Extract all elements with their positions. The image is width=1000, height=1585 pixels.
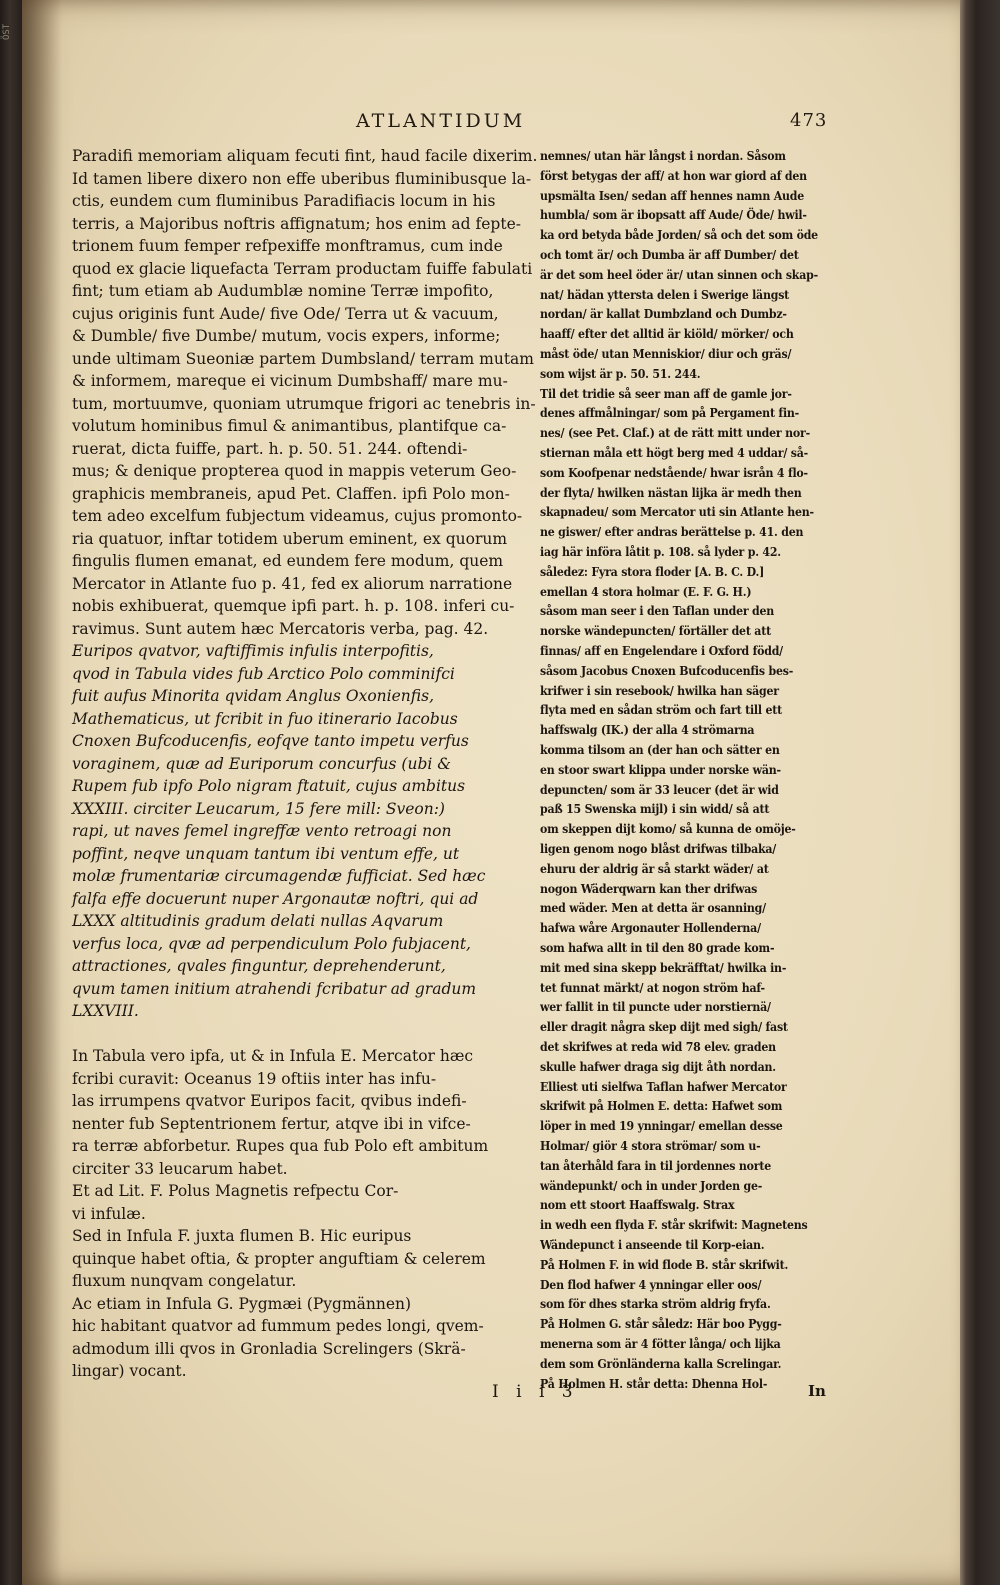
swedish-line: med wäder. Men at detta är osanning/	[540, 901, 766, 916]
swedish-line: in wedh een flyda F. står skrifwit: Magnetens	[540, 1218, 808, 1233]
swedish-line: är det som heel öder är/ utan sinnen och skap-	[540, 267, 818, 282]
latin-line: ra terræ abforbetur. Rupes qua fub Polo eft ambitum	[72, 1137, 489, 1155]
swedish-line: stiernan måla ett högt berg med 4 uddar/ så-	[540, 446, 809, 460]
latin-line: Mercator in Atlante fuo p. 41, fed ex aliorum narratione	[72, 574, 513, 593]
swedish-line: nemnes/ utan här långst i nordan. Såsom	[540, 149, 786, 163]
page-number: 473	[790, 110, 828, 131]
latin-line: ravimus. Sunt autem hæc Mercatoris verba, pag. 42.	[72, 619, 489, 638]
latin-line: fluxum nunqvam congelatur.	[72, 1272, 297, 1290]
swedish-line: menerna som är 4 fötter långa/ och lijka	[540, 1337, 781, 1351]
swedish-line: skapnadeu/ som Mercator uti sin Atlante hen-	[540, 505, 814, 520]
latin-line: trionem fuum femper refpexiffe monftramus, cum inde	[72, 237, 503, 255]
latin-line: unde ultimam Sueoniæ partem Dumbsland/ terram mutam	[72, 349, 534, 368]
swedish-line: flyta med en sådan ström och fart till ett	[540, 703, 782, 718]
latin-line: verfus loca, qvæ ad perpendiculum Polo fubjacent,	[72, 934, 471, 953]
latin-line: qvum tamen initium atrahendi fcribatur ad gradum	[72, 979, 477, 998]
swedish-line: skrifwit på Holmen E. detta: Hafwet som	[540, 1099, 783, 1114]
latin-line: admodum illi qvos in Gronladia Screlingers (Skrä-	[72, 1339, 466, 1358]
latin-line: volutum hominibus fimul & animantibus, plantifque ca-	[72, 417, 507, 435]
swedish-line: norske wändepuncten/ förtäller det att	[540, 624, 771, 639]
gutter-shadow	[22, 0, 62, 1585]
latin-line: circiter 33 leucarum habet.	[72, 1159, 288, 1178]
swedish-line: löper in med 19 ynningar/ emellan desse	[540, 1119, 783, 1134]
swedish-line: Den flod hafwer 4 ynningar eller oos/	[540, 1277, 762, 1292]
swedish-line: hafwa wåre Argonauter Hollenderna/	[540, 921, 761, 936]
swedish-line: humbla/ som är ibopsatt aff Aude/ Öde/ hwil-	[540, 208, 807, 223]
latin-line: ria quatuor, inftar totidem uberum eminent, ex quorum	[72, 529, 508, 548]
latin-line: LXXX altitudinis gradum delati nullas Aqvarum	[72, 912, 444, 930]
latin-line: Paradifi memoriam aliquam fecuti fint, haud facile dixerim.	[72, 147, 538, 165]
page-edge	[960, 0, 1000, 1585]
latin-line: ctis, eundem cum fluminibus Paradifiacis locum in his	[72, 192, 496, 210]
latin-line: Euripos qvatvor, vaftiffimis infulis interpofitis,	[72, 642, 434, 660]
latin-line: fint; tum etiam ab Audumblæ nomine Terræ impofito,	[72, 282, 494, 300]
swedish-line: komma tilsom an (der han och sätter en	[540, 743, 780, 757]
swedish-line: som wijst är p. 50. 51. 244.	[540, 366, 701, 381]
swedish-line: haffswalg (IK.) der alla 4 strömarna	[540, 723, 755, 738]
swedish-line: måst öde/ utan Menniskior/ diur och gräs/	[540, 347, 792, 361]
latin-line: voraginem, quæ ad Euriporum concurfus (ubi &	[72, 754, 452, 773]
latin-line: & Dumble/ five Dumbe/ mutum, vocis expers, informe;	[72, 327, 501, 345]
swedish-line: krifwer i sin resebook/ hwilka han säger	[540, 683, 779, 698]
latin-line: poffint, neqve unquam tantum ibi ventum effe, ut	[72, 844, 460, 863]
latin-line: In Tabula vero ipfa, ut & in Infula E. Mercator hæc	[72, 1047, 474, 1065]
swedish-line: såsom man seer i den Taflan under den	[540, 604, 775, 619]
swedish-line: Elliest uti sielfwa Taflan hafwer Mercator	[540, 1079, 787, 1094]
latin-line: fingulis flumen emanat, ed eundem fere modum, quem	[72, 552, 504, 570]
swedish-line: om skeppen dijt komo/ så kunna de omöje-	[540, 822, 796, 837]
swedish-line: ligen genom nogo blåst drifwas tilbaka/	[540, 842, 777, 856]
archive-stamp: ÖST	[2, 23, 12, 40]
latin-line: fuit aufus Minorita qvidam Anglus Oxonienfis,	[72, 687, 435, 705]
latin-line: & informem, mareque ei vicinum Dumbshaff/ mare mu-	[72, 372, 508, 390]
swedish-line: såledez: Fyra stora floder [A. B. C. D.]	[540, 564, 765, 579]
latin-line: quod ex glacie liquefacta Terram productam fuiffe fabulati	[72, 259, 533, 278]
latin-line: Et ad Lit. F. Polus Magnetis refpectu Cor-	[72, 1182, 399, 1200]
swedish-line: såsom Jacobus Cnoxen Bufcoducenfis bes-	[540, 663, 794, 678]
swedish-line: eller dragit några skep dijt med sigh/ fast	[540, 1020, 788, 1035]
latin-line: Sed in Infula F. juxta flumen B. Hic euripus	[72, 1227, 412, 1245]
latin-line: Cnoxen Bufcoducenfis, eofqve tanto impetu verfus	[72, 732, 469, 750]
swedish-line: haaff/ efter det alltid är kiöld/ mörker/ och	[540, 327, 794, 342]
latin-line: tem adeo excelfum fubjectum videamus, cujus promonto-	[72, 507, 523, 525]
swedish-line: depuncten/ som är 33 leucer (det är wid	[540, 782, 779, 797]
swedish-line: ehuru der aldrig är så starkt wäder/ at	[540, 861, 769, 876]
swedish-line: Holmar/ giör 4 stora strömar/ som u-	[540, 1139, 761, 1153]
swedish-line: det skrifwes at reda wid 78 elev. graden	[540, 1040, 776, 1054]
swedish-line: finnas/ aff en Engelendare i Oxford född/	[540, 644, 783, 658]
swedish-line: tan återhåld fara in til jordennes norte	[540, 1158, 771, 1173]
signature-mark: I i i 3	[492, 1382, 579, 1402]
swedish-line: nat/ hädan yttersta delen i Swerige längst	[540, 287, 790, 302]
swedish-line: som hafwa allt in til den 80 grade kom-	[540, 941, 775, 955]
swedish-line: iag här införa låtit p. 108. så lyder p. 42.	[540, 545, 781, 559]
swedish-line: wändepunkt/ och in under Jorden ge-	[540, 1178, 763, 1193]
swedish-line: Til det tridie så seer man aff de gamle jor-	[540, 386, 792, 401]
swedish-line: ne giswer/ efter andras berättelse p. 41. den	[540, 525, 804, 540]
latin-line: rapi, ut naves femel ingreffæ vento retroagi non	[72, 822, 452, 840]
latin-line: Rupem fub ipfo Polo nigram ftatuit, cujus ambitus	[72, 777, 466, 795]
latin-line: nobis exhibuerat, quemque ipfi part. h. p. 108. inferi cu-	[72, 597, 515, 615]
latin-line: cujus originis funt Aude/ five Ode/ Terra ut & vacuum,	[72, 304, 499, 323]
swedish-line: dem som Grönländerna kalla Screlingar.	[540, 1356, 782, 1371]
running-head: ATLANTIDUM	[356, 110, 526, 132]
latin-line: terris, a Majoribus noftris affignatum; hos enim ad fepte-	[72, 214, 521, 233]
latin-line: falfa effe docuerunt nuper Argonautæ noftri, qui ad	[72, 889, 479, 908]
swedish-line: en stoor swart klippa under norske wän-	[540, 762, 781, 777]
swedish-line: nes/ (see Pet. Claf.) at de rätt mitt under nor-	[540, 426, 810, 441]
swedish-line: skulle hafwer draga sig dijt åth nordan.	[540, 1059, 776, 1074]
latin-line: mus; & denique propterea quod in mappis veterum Geo-	[72, 462, 517, 480]
latin-line: nenter fub Septentrionem fertur, atqve ibi in vifce-	[72, 1114, 471, 1133]
swedish-line: emellan 4 stora holmar (E. F. G. H.)	[540, 584, 752, 599]
latin-line: lingar) vocant.	[72, 1362, 187, 1380]
latin-line: graphicis membraneis, apud Pet. Claffen. ipfi Polo mon-	[72, 484, 510, 503]
swedish-line: först betygas der aff/ at hon war giord af den	[540, 168, 807, 183]
latin-line: tum, mortuumve, quoniam utrumque frigori ac tenebris in-	[72, 394, 536, 413]
swedish-line: upsmälta Isen/ sedan aff hennes namn Aude	[540, 188, 805, 203]
latin-line: hic habitant quatvor ad fummum pedes longi, qvem-	[72, 1317, 484, 1335]
catchword: In	[808, 1382, 826, 1400]
latin-line: attractiones, qvales finguntur, deprehenderunt,	[72, 957, 446, 975]
latin-line: las irrumpens qvatvor Euripos facit, qvibus indefi-	[72, 1092, 467, 1110]
latin-line: LXXVIII.	[72, 1002, 139, 1020]
swedish-line: På Holmen H. står detta: Dhenna Hol-	[540, 1376, 768, 1391]
swedish-line: På Holmen F. in wid flode B. står skrifwit.	[540, 1257, 789, 1272]
latin-line: ruerat, dicta fuiffe, part. h. p. 50. 51. 244. oftendi-	[72, 439, 468, 458]
latin-line: Ac etiam in Infula G. Pygmæi (Pygmännen)	[72, 1294, 412, 1313]
swedish-line: och tomt är/ och Dumba är aff Dumber/ det	[540, 248, 799, 262]
swedish-line: nogon Wäderqwarn kan ther drifwas	[540, 881, 758, 896]
swedish-line: wer fallit in til puncte uder norstiernä/	[540, 1000, 771, 1015]
swedish-line: som Koofpenar nedstående/ hwar isrån 4 flo-	[540, 465, 808, 480]
latin-line: fcribi curavit: Oceanus 19 oftiis inter has infu-	[72, 1069, 437, 1088]
swedish-line: Wändepunct i anseende til Korp-eian.	[540, 1238, 765, 1252]
swedish-line: mit med sina skepp bekräfftat/ hwilka in-	[540, 960, 787, 975]
swedish-line: nom ett stoort Haaffswalg. Strax	[540, 1198, 735, 1213]
latin-line: XXXIII. circiter Leucarum, 15 fere mill: Sveon:)	[72, 799, 445, 818]
latin-line: molæ frumentariæ circumagendæ fufficiat. Sed hæc	[72, 867, 486, 885]
latin-line: Id tamen libere dixero non effe uberibus fluminibusque la-	[72, 169, 532, 188]
swedish-line: ka ord betyda både Jorden/ så och det som öde	[540, 228, 818, 243]
latin-line: qvod in Tabula vides fub Arctico Polo comminifci	[72, 664, 455, 683]
swedish-line: tet funnat märkt/ at nogon ström haf-	[540, 980, 765, 995]
swedish-line: der flyta/ hwilken nästan lijka är medh then	[540, 485, 802, 500]
latin-line: quinque habet oftia, & propter anguftiam & celerem	[72, 1249, 486, 1268]
swedish-line: På Holmen G. står såledz: Här boo Pygg-	[540, 1317, 782, 1332]
swedish-line: paß 15 Swenska mijl) i sin widd/ så att	[540, 802, 770, 817]
swedish-line: som för dhes starka ström aldrig fryfa.	[540, 1297, 771, 1312]
swedish-line: denes affmålningar/ som på Pergament fin-	[540, 406, 800, 421]
swedish-line: nordan/ är kallat Dumbzland och Dumbz-	[540, 307, 787, 322]
latin-line: vi infulæ.	[72, 1204, 146, 1223]
latin-line: Mathematicus, ut fcribit in fuo itinerario Iacobus	[72, 709, 458, 728]
